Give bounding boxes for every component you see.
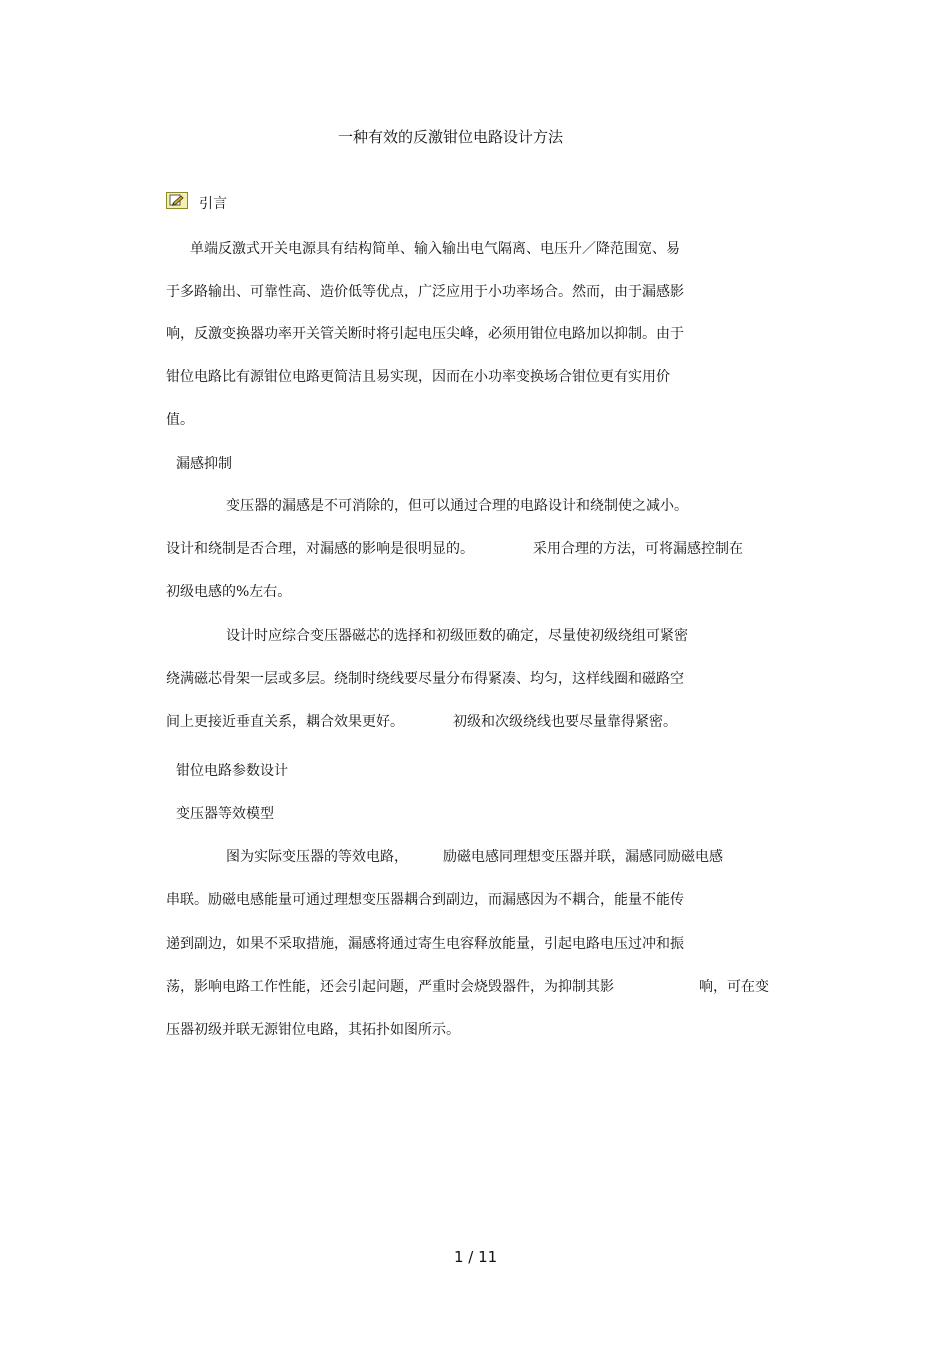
model-line-1b: 励磁电感同理想变压器并联，漏感同励磁电感: [443, 849, 723, 865]
intro-line-3: 响，反激变换器功率开关管关断时将引起电压尖峰，必须用钳位电路加以抑制。由于: [166, 326, 684, 342]
model-line-3: 递到副边，如果不采取措施，漏感将通过寄生电容释放能量，引起电路电压过冲和振: [166, 936, 684, 952]
leakage-p1-line-2a: 设计和绕制是否合理，对漏感的影响是很明显的。: [166, 541, 474, 557]
leakage-p2-line-3a: 间上更接近垂直关系，耦合效果更好。: [166, 714, 404, 730]
leakage-p1-line-2b: 采用合理的方法，可将漏感控制在: [533, 541, 743, 557]
leakage-p1-line-1: 变压器的漏感是不可消除的，但可以通过合理的电路设计和绕制使之减小。: [226, 498, 688, 514]
model-line-2: 串联。励磁电感能量可通过理想变压器耦合到副边，而漏感因为不耦合，能量不能传: [166, 892, 684, 908]
model-line-4a: 荡，影响电路工作性能，还会引起问题，严重时会烧毁器件，为抑制其影: [166, 979, 614, 995]
leakage-p2-line-1: 设计时应综合变压器磁芯的选择和初级匝数的确定，尽量使初级绕组可紧密: [226, 628, 688, 644]
model-line-4b: 响，可在变: [699, 979, 769, 995]
intro-line-5: 值。: [166, 412, 194, 428]
leakage-p2-line-2: 绕满磁芯骨架一层或多层。绕制时绕线要尽量分布得紧凑、均匀，这样线圈和磁路空: [166, 671, 684, 687]
model-line-1a: 图为实际变压器的等效电路，: [226, 849, 408, 865]
intro-line-2: 于多路输出、可靠性高、造价低等优点，广泛应用于小功率场合。然而，由于漏感影: [166, 284, 684, 300]
intro-line-1: 单端反激式开关电源具有结构简单、输入输出电气隔离、电压升／降范围宽、易: [190, 241, 680, 257]
model-line-5: 压器初级并联无源钳位电路，其拓扑如图所示。: [166, 1022, 460, 1038]
document-title: 一种有效的反激钳位电路设计方法: [338, 128, 564, 146]
section-heading-leakage: 漏感抑制: [176, 456, 232, 472]
section-heading-model: 变压器等效模型: [176, 806, 274, 822]
page-number: 1 / 11: [454, 1248, 498, 1266]
leakage-p1-line-3: 初级电感的%左右。: [166, 584, 292, 600]
section-heading-intro: 引言: [199, 196, 227, 212]
leakage-p2-line-3b: 初级和次级绕线也要尽量靠得紧密。: [453, 714, 677, 730]
pencil-note-icon: [166, 192, 188, 209]
intro-line-4: 钳位电路比有源钳位电路更简洁且易实现，因而在小功率变换场合钳位更有实用价: [166, 369, 670, 385]
section-heading-clamp: 钳位电路参数设计: [176, 763, 288, 779]
